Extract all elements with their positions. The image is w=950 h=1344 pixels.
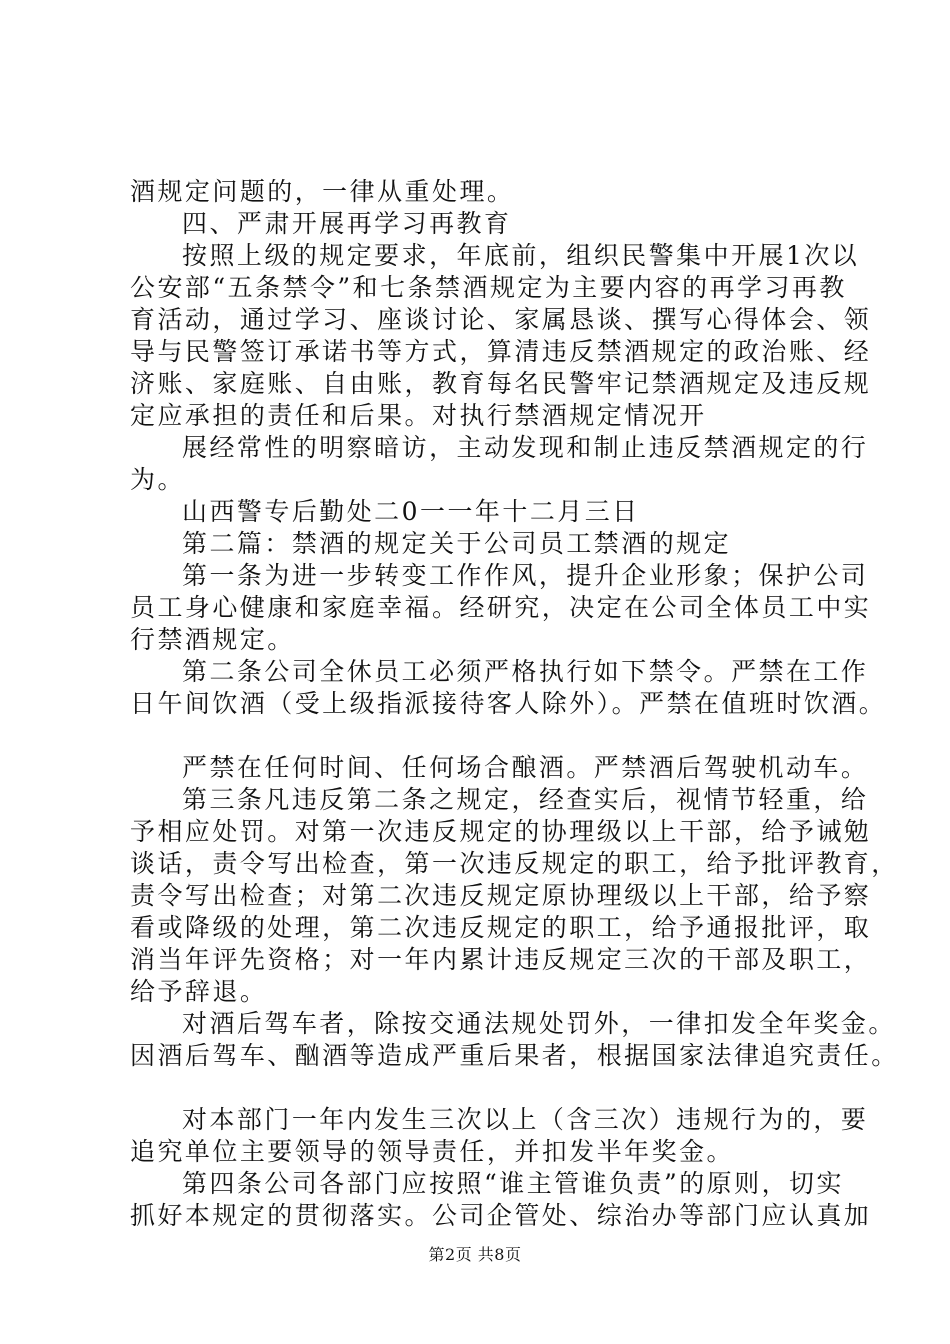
text-line: 对本部门一年内发生三次以上（含三次）违规行为的，要 (182, 1105, 869, 1134)
text-line: 第三条凡违反第二条之规定，经查实后，视情节轻重，给 (182, 785, 869, 814)
text-line: 因酒后驾车、酗酒等造成严重后果者，根据国家法律追究责任。 (130, 1041, 899, 1070)
text-line: 公安部“五条禁令”和七条禁酒规定为主要内容的再学习再教 (130, 273, 847, 302)
text-line: 严禁在任何时间、任何场合酿酒。严禁酒后驾驶机动车。 (182, 753, 869, 782)
text-line: 员工身心健康和家庭幸福。经研究，决定在公司全体员工中实 (130, 593, 872, 622)
chapter-heading: 第二篇：禁酒的规定关于公司员工禁酒的规定 (182, 529, 732, 558)
text-line: 展经常性的明察暗访，主动发现和制止违反禁酒规定的行 (182, 433, 869, 462)
text-line: 定应承担的责任和后果。对执行禁酒规定情况开 (130, 401, 707, 430)
text-line: 导与民警签订承诺书等方式，算清违反禁酒规定的政治账、经 (130, 337, 872, 366)
text-line: 对酒后驾车者，除按交通法规处罚外，一律扣发全年奖金。 (182, 1009, 896, 1038)
text-line: 予相应处罚。对第一次违反规定的协理级以上干部，给予诫勉 (130, 817, 872, 846)
section-heading: 四、严肃开展再学习再教育 (182, 209, 512, 238)
text-line: 按照上级的规定要求，年底前，组织民警集中开展1次以 (182, 241, 860, 270)
text-line: 抓好本规定的贯彻落实。公司企管处、综治办等部门应认真加 (130, 1201, 872, 1230)
signature-line: 山西警专后勤处二0一一年十二月三日 (182, 497, 640, 526)
text-line: 日午间饮酒（受上级指派接待客人除外）。严禁在值班时饮酒。 (130, 689, 887, 718)
page-footer: 第2页 共8页 (428, 1245, 522, 1264)
text-line: 为。 (130, 465, 185, 494)
text-line: 行禁酒规定。 (130, 625, 295, 654)
text-line: 谈话，责令写出检查，第一次违反规定的职工，给予批评教育， (130, 849, 899, 878)
text-line: 消当年评先资格；对一年内累计违反规定三次的干部及职工， (130, 945, 872, 974)
text-line: 酒规定问题的，一律从重处理。 (130, 177, 515, 206)
text-line: 追究单位主要领导的领导责任，并扣发半年奖金。 (130, 1137, 734, 1166)
text-line: 看或降级的处理，第二次违反规定的职工，给予通报批评，取 (130, 913, 872, 942)
text-line: 第四条公司各部门应按照“谁主管谁负责”的原则，切实 (182, 1169, 844, 1198)
text-line: 第二条公司全休员工必须严格执行如下禁令。严禁在工作 (182, 657, 869, 686)
text-line: 济账、家庭账、自由账，教育每名民警牢记禁酒规定及违反规 (130, 369, 872, 398)
text-line: 第一条为进一步转变工作作风，提升企业形象；保护公司 (182, 561, 869, 590)
text-line: 给予辞退。 (130, 977, 268, 1006)
text-line: 责令写出检查；对第二次违反规定原协理级以上干部，给予察 (130, 881, 872, 910)
text-line: 育活动，通过学习、座谈讨论、家属恳谈、撰写心得体会、领 (130, 305, 872, 334)
